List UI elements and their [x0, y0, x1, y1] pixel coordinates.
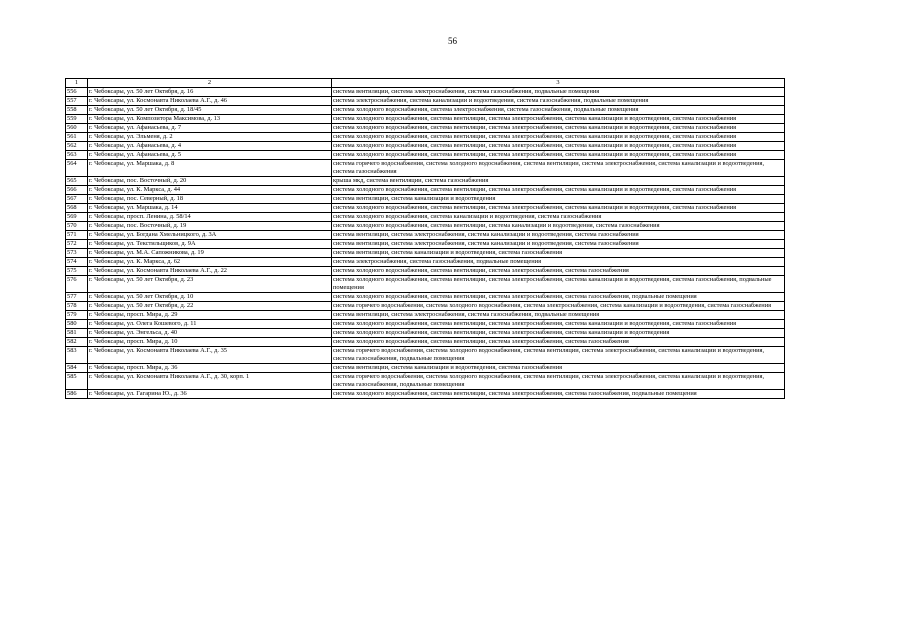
row-number: 576	[66, 276, 88, 293]
row-address: г. Чебоксары, ул. 50 лет Октября, д. 16	[88, 88, 332, 97]
row-number: 580	[66, 320, 88, 329]
table-row	[66, 142, 785, 151]
row-number: 562	[66, 142, 88, 151]
row-number: 564	[66, 160, 88, 177]
row-address: г. Чебоксары, ул. Афанасьева, д. 4	[88, 142, 332, 151]
row-systems: система холодного водоснабжения, система вентиляции, система электроснабжения, система канализации и водоотведения, система газоснабжения, подвальные помещения	[332, 276, 785, 293]
row-number: 578	[66, 302, 88, 311]
table-row	[66, 160, 785, 177]
row-address: г. Чебоксары, ул. Космонавта Николаева А.Г., д. 46	[88, 97, 332, 106]
row-number: 571	[66, 231, 88, 240]
table-row	[66, 240, 785, 249]
table-row	[66, 204, 785, 213]
row-number: 584	[66, 364, 88, 373]
page-number: 56	[448, 36, 457, 46]
row-address: г. Чебоксары, ул. Гагарина Ю., д. 36	[88, 390, 332, 399]
row-number: 586	[66, 390, 88, 399]
table-row	[66, 151, 785, 160]
row-systems: система холодного водоснабжения, система вентиляции, система электроснабжения, система газоснабжения	[332, 267, 785, 276]
header-col-3: 3	[332, 79, 785, 88]
table-row	[66, 97, 785, 106]
row-number: 569	[66, 213, 88, 222]
table-row	[66, 213, 785, 222]
table-row	[66, 249, 785, 258]
row-systems: система электроснабжения, система канализации и водоотведения, система газоснабжения, подвальные помещения	[332, 97, 785, 106]
table-row	[66, 390, 785, 399]
row-address: г. Чебоксары, просп. Мира, д. 10	[88, 338, 332, 347]
row-systems: система холодного водоснабжения, система вентиляции, система электроснабжения, система канализации и водоотведения	[332, 329, 785, 338]
row-number: 570	[66, 222, 88, 231]
row-number: 565	[66, 177, 88, 186]
row-systems: система холодного водоснабжения, система вентиляции, система электроснабжения, система канализации и водоотведения, система газоснабжения	[332, 124, 785, 133]
row-address: г. Чебоксары, ул. 50 лет Октября, д. 10	[88, 293, 332, 302]
row-systems: система горячего водоснабжения, система холодного водоснабжения, система вентиляции, система электроснабжения, система канализации и водоотведения, система газоснабжения	[332, 160, 785, 177]
row-systems: система электроснабжения, система газоснабжения, подвальные помещения	[332, 258, 785, 267]
row-address: г. Чебоксары, пос. Восточный, д. 19	[88, 222, 332, 231]
row-number: 563	[66, 151, 88, 160]
row-systems: система горячего водоснабжения, система холодного водоснабжения, система электроснабжения, система канализации и водоотведения, система газоснабжения	[332, 302, 785, 311]
row-address: г. Чебоксары, ул. Афанасьева, д. 5	[88, 151, 332, 160]
table-row	[66, 231, 785, 240]
table-row	[66, 186, 785, 195]
table-row	[66, 133, 785, 142]
row-address: г. Чебоксары, ул. 50 лет Октября, д. 22	[88, 302, 332, 311]
row-number: 582	[66, 338, 88, 347]
row-number: 561	[66, 133, 88, 142]
table-row	[66, 177, 785, 186]
row-number: 558	[66, 106, 88, 115]
row-address: г. Чебоксары, ул. Богдана Хмельницкого, д. 3А	[88, 231, 332, 240]
table-row	[66, 364, 785, 373]
table-row	[66, 320, 785, 329]
row-address: г. Чебоксары, ул. Композитора Максимова, д. 13	[88, 115, 332, 124]
row-number: 573	[66, 249, 88, 258]
row-systems: система холодного водоснабжения, система вентиляции, система электроснабжения, система канализации и водоотведения, система газоснабжения	[332, 142, 785, 151]
row-address: г. Чебоксары, просп. Ленина, д. 58/14	[88, 213, 332, 222]
table-row	[66, 276, 785, 293]
table-row	[66, 106, 785, 115]
row-number: 566	[66, 186, 88, 195]
row-systems: система вентиляции, система канализации и водоотведения, система газоснабжения	[332, 249, 785, 258]
row-systems: система вентиляции, система электроснабжения, система канализации и водоотведения, система газоснабжения	[332, 240, 785, 249]
row-address: г. Чебоксары, ул. Маршака, д. 14	[88, 204, 332, 213]
row-systems: система холодного водоснабжения, система вентиляции, система электроснабжения, система газоснабжения, подвальные помещения	[332, 293, 785, 302]
row-number: 579	[66, 311, 88, 320]
table-row	[66, 293, 785, 302]
row-systems: система холодного водоснабжения, система вентиляции, система канализации и водоотведения, система газоснабжения	[332, 222, 785, 231]
row-number: 585	[66, 373, 88, 390]
row-number: 557	[66, 97, 88, 106]
row-address: г. Чебоксары, просп. Мира, д. 36	[88, 364, 332, 373]
row-systems: система горячего водоснабжения, система холодного водоснабжения, система вентиляции, система электроснабжения, система канализации и водоотведения, система газоснабжения, подвальные помещения	[332, 347, 785, 364]
table-row	[66, 329, 785, 338]
row-systems: система холодного водоснабжения, система вентиляции, система электроснабжения, система канализации и водоотведения, система газоснабжения	[332, 186, 785, 195]
row-systems: система вентиляции, система канализации и водоотведения	[332, 195, 785, 204]
row-number: 581	[66, 329, 88, 338]
table-row	[66, 222, 785, 231]
row-number: 583	[66, 347, 88, 364]
row-number: 568	[66, 204, 88, 213]
row-number: 560	[66, 124, 88, 133]
row-address: г. Чебоксары, ул. Энгельса, д. 40	[88, 329, 332, 338]
row-systems: крыша мкд, система вентиляции, система газоснабжения	[332, 177, 785, 186]
row-number: 559	[66, 115, 88, 124]
table-row	[66, 373, 785, 390]
row-number: 572	[66, 240, 88, 249]
table-row	[66, 338, 785, 347]
table-row	[66, 115, 785, 124]
header-col-1: 1	[66, 79, 88, 88]
row-systems: система холодного водоснабжения, система вентиляции, система электроснабжения, система газоснабжения	[332, 338, 785, 347]
table-row	[66, 311, 785, 320]
table-row	[66, 124, 785, 133]
row-address: г. Чебоксары, ул. Эльменя, д. 2	[88, 133, 332, 142]
row-number: 575	[66, 267, 88, 276]
row-systems: система холодного водоснабжения, система канализации и водоотведения, система газоснабжения	[332, 213, 785, 222]
row-systems: система холодного водоснабжения, система вентиляции, система электроснабжения, система газоснабжения, подвальные помещения	[332, 390, 785, 399]
table-header-row	[66, 79, 785, 88]
row-address: г. Чебоксары, ул. Олега Кошевого, д. 11	[88, 320, 332, 329]
row-address: г. Чебоксары, ул. Текстильщиков, д. 9А	[88, 240, 332, 249]
row-systems: система вентиляции, система канализации и водоотведения, система газоснабжения	[332, 364, 785, 373]
table-row	[66, 88, 785, 97]
row-systems: система холодного водоснабжения, система вентиляции, система электроснабжения, система канализации и водоотведения, система газоснабжения	[332, 133, 785, 142]
row-number: 567	[66, 195, 88, 204]
row-systems: система вентиляции, система электроснабжения, система газоснабжения, подвальные помещения	[332, 88, 785, 97]
buildings-table	[65, 78, 785, 399]
row-address: г. Чебоксары, ул. Космонавта Николаева А.Г., д. 30, корп. 1	[88, 373, 332, 390]
row-number: 574	[66, 258, 88, 267]
row-systems: система холодного водоснабжения, система вентиляции, система электроснабжения, система канализации и водоотведения, система газоснабжения	[332, 320, 785, 329]
row-systems: система горячего водоснабжения, система холодного водоснабжения, система вентиляции, система электроснабжения, система канализации и водоотведения, система газоснабжения, подвальные помещения	[332, 373, 785, 390]
row-address: г. Чебоксары, ул. М.А. Сапожникова, д. 19	[88, 249, 332, 258]
table-row	[66, 302, 785, 311]
row-address: г. Чебоксары, ул. Космонавта Николаева А.Г., д. 22	[88, 267, 332, 276]
row-systems: система вентиляции, система электроснабжения, система канализации и водоотведения, система газоснабжения	[332, 231, 785, 240]
row-address: г. Чебоксары, ул. 50 лет Октября, д. 18/45	[88, 106, 332, 115]
row-systems: система холодного водоснабжения, система вентиляции, система электроснабжения, система канализации и водоотведения, система газоснабжения	[332, 151, 785, 160]
row-address: г. Чебоксары, ул. Афанасьева, д. 7	[88, 124, 332, 133]
header-col-2: 2	[88, 79, 332, 88]
table-row	[66, 347, 785, 364]
row-address: г. Чебоксары, пос. Восточный, д. 20	[88, 177, 332, 186]
row-address: г. Чебоксары, ул. Космонавта Николаева А.Г., д. 35	[88, 347, 332, 364]
table-row	[66, 258, 785, 267]
row-address: г. Чебоксары, ул. 50 лет Октября, д. 23	[88, 276, 332, 293]
row-systems: система холодного водоснабжения, система электроснабжения, система газоснабжения, подвальные помещения	[332, 106, 785, 115]
row-address: г. Чебоксары, ул. К. Маркса, д. 44	[88, 186, 332, 195]
table-row	[66, 267, 785, 276]
row-systems: система вентиляции, система электроснабжения, система газоснабжения, подвальные помещения	[332, 311, 785, 320]
row-address: г. Чебоксары, ул. Маршака, д. 8	[88, 160, 332, 177]
row-number: 556	[66, 88, 88, 97]
row-address: г. Чебоксары, ул. К. Маркса, д. 62	[88, 258, 332, 267]
table-row	[66, 195, 785, 204]
row-systems: система холодного водоснабжения, система вентиляции, система электроснабжения, система канализации и водоотведения, система газоснабжения	[332, 115, 785, 124]
row-number: 577	[66, 293, 88, 302]
row-systems: система холодного водоснабжения, система вентиляции, система электроснабжения, система канализации и водоотведения, система газоснабжения	[332, 204, 785, 213]
row-address: г. Чебоксары, просп. Мира, д. 29	[88, 311, 332, 320]
row-address: г. Чебоксары, пос. Северный, д. 18	[88, 195, 332, 204]
